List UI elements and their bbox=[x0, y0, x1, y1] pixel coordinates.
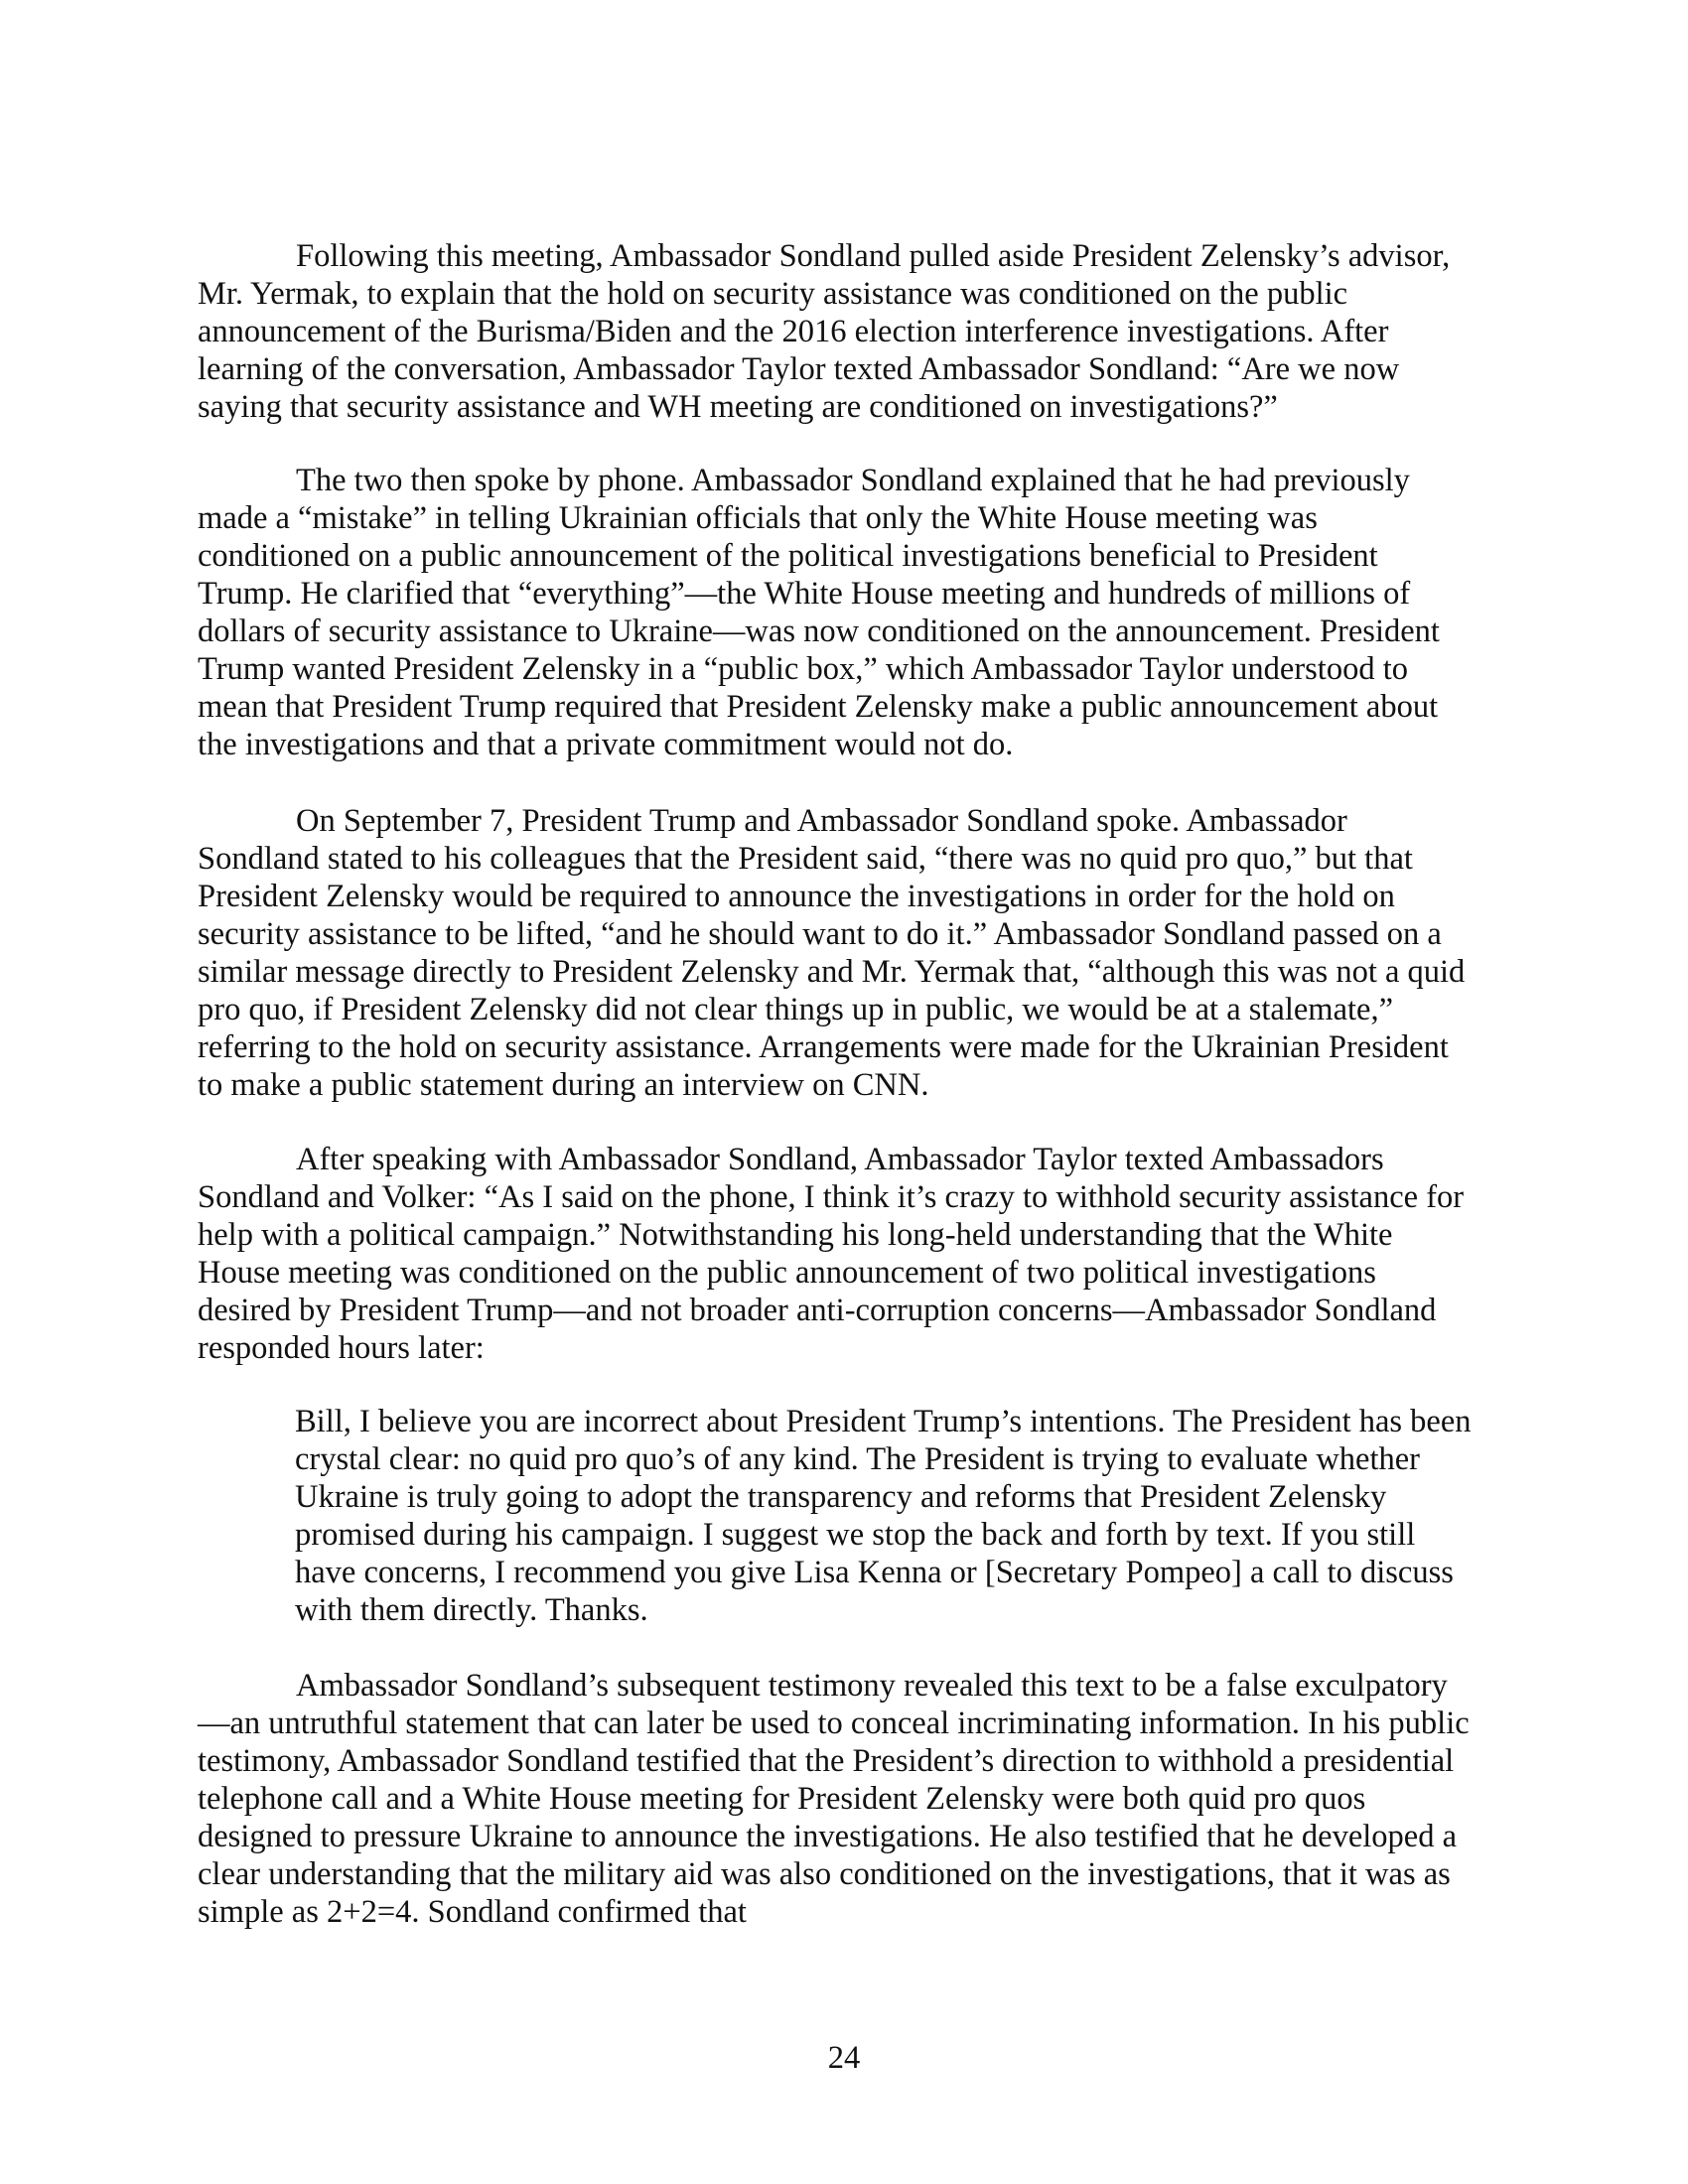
paragraph-phone-call: The two then spoke by phone. Ambassador Sondland explained that he had previously made a “mistake” in telling Ukrainian officials that only the White House meeting was conditioned on a public announcement of the political investigations beneficial to President Trump. He clarified that “everything”—the White House meeting and hundreds of millions of dollars of security assistance to Ukraine—was now conditioned on the announcement. President Trump wanted President Zelensky in a “public box,” which Ambassador Taylor understood to mean that President Trump required that President Zelensky make a public announcement about the investigations and that a private commitment would not do. bbox=[198, 463, 1440, 762]
paragraph-taylor-text: After speaking with Ambassador Sondland, Ambassador Taylor texted Ambassadors Sondland and Volker: “As I said on the phone, I think it’s crazy to withhold security assistance for help with a political campaign.” Notwithstanding his long-held understanding that the White House meeting was conditioned on the public announcement of two political investigations desired by President Trump—and not broader anti-corruption concerns—Ambassador Sondland responded hours later: bbox=[198, 1142, 1465, 1366]
paragraph-false-exculpatory: Ambassador Sondland’s subsequent testimony revealed this text to be a false exculpatory—an untruthful statement that can later be used to conceal incriminating information. In his public testimony, Ambassador Sondland testified that the President’s direction to withhold a presidential telephone call and a White House meeting for President Zelensky were both quid pro quos designed to pressure Ukraine to announce the investigations. He also testified that he developed a clear understanding that the military aid was also conditioned on the investigations, that it was as simple as 2+2=4. Sondland confirmed that bbox=[198, 1668, 1470, 1930]
paragraph-september-7: On September 7, President Trump and Ambassador Sondland spoke. Ambassador Sondland stated to his colleagues that the President said, “there was no quid pro quo,” but that President Zelensky would be required to announce the investigations in order for the hold on security assistance to be lifted, “and he should want to do it.” Ambassador Sondland passed on a similar message directly to President Zelensky and Mr. Yermak that, “although this was not a quid pro quo, if President Zelensky did not clear things up in public, we would be at a stalemate,” referring to the hold on security assistance. Arrangements were made for the Ukrainian President to make a public statement during an interview on CNN. bbox=[198, 803, 1466, 1103]
paragraph-sondland-yermak-meeting: Following this meeting, Ambassador Sondland pulled aside President Zelensky’s advisor, Mr. Yermak, to explain that the hold on security assistance was conditioned on the public announcement of the Burisma/Biden and the 2016 election interference investigations. After learning of the conversation, Ambassador Taylor texted Ambassador Sondland: “Are we now saying that security assistance and WH meeting are conditioned on investigations?” bbox=[198, 238, 1451, 425]
block-quote-sondland-reply: Bill, I believe you are incorrect about President Trump’s intentions. The President has been crystal clear: no quid pro quo’s of any kind. The President is trying to evaluate whether Ukraine is truly going to adopt the transparency and reforms that President Zelensky promised during his campaign. I suggest we stop the back and forth by text. If you still have concerns, I recommend you give Lisa Kenna or [Secretary Pompeo] a call to discuss with them directly. Thanks. bbox=[295, 1404, 1472, 1628]
page-number: 24 bbox=[827, 2040, 861, 2076]
